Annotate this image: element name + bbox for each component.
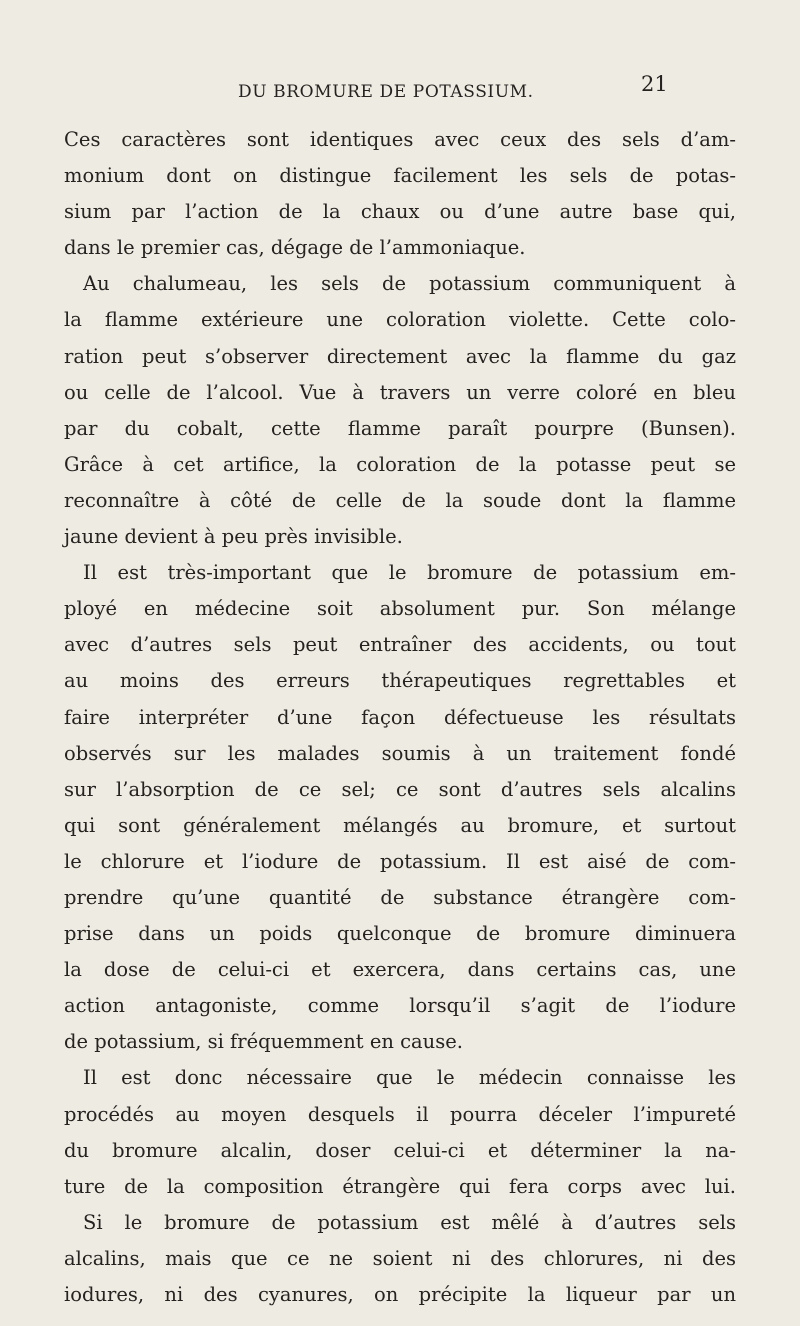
text-line: Au chalumeau, les sels de potassium communiquent à: [83, 272, 736, 296]
text-line: ture de la composition étrangère qui fera corps avec lui.: [64, 1174, 736, 1198]
text-line: alcalins, mais que ce ne soient ni des chlorures, ni des: [64, 1246, 736, 1270]
text-line: de potassium, si fréquemment en cause.: [64, 1030, 463, 1054]
running-head: DU BROMURE DE POTASSIUM.: [238, 82, 534, 102]
text-line: le chlorure et l’iodure de potassium. Il est aisé de com-: [64, 849, 736, 873]
text-line: par du cobalt, cette flamme paraît pourpre (Bunsen).: [64, 416, 736, 440]
text-line: avec d’autres sels peut entraîner des accidents, ou tout: [64, 633, 736, 657]
text-line: reconnaître à côté de celle de la soude dont la flamme: [64, 488, 736, 512]
text-line: iodures, ni des cyanures, on précipite la liqueur par un: [64, 1283, 736, 1306]
text-line: Ces caractères sont identiques avec ceux des sels d’am-: [64, 128, 736, 151]
text-line: monium dont on distingue facilement les sels de potas-: [64, 164, 736, 188]
text-line: ployé en médecine soit absolument pur. Son mélange: [64, 597, 736, 621]
text-line: Il est très-important que le bromure de potassium em-: [83, 561, 736, 585]
page-number: 21: [641, 72, 668, 96]
text-line: action antagoniste, comme lorsqu’il s’agit de l’iodure: [64, 994, 736, 1018]
text-line: la dose de celui-ci et exercera, dans certains cas, une: [64, 958, 736, 982]
text-line: faire interpréter d’une façon défectueuse les résultats: [64, 705, 736, 729]
text-line: la flamme extérieure une coloration violette. Cette colo-: [64, 308, 736, 332]
text-line: Grâce à cet artifice, la coloration de la potasse peut se: [64, 452, 736, 476]
text-line: sur l’absorption de ce sel; ce sont d’autres sels alcalins: [64, 777, 736, 801]
text-line: ou celle de l’alcool. Vue à travers un verre coloré en bleu: [64, 380, 736, 404]
text-line: sium par l’action de la chaux ou d’une autre base qui,: [64, 200, 736, 224]
text-line: observés sur les malades soumis à un traitement fondé: [64, 741, 736, 765]
text-line: prendre qu’une quantité de substance étrangère com-: [64, 885, 736, 909]
body-text: [64, 122, 736, 1313]
text-line: Il est donc nécessaire que le médecin connaisse les: [83, 1066, 736, 1090]
text-line: qui sont généralement mélangés au bromure, et surtout: [64, 813, 736, 837]
text-line: procédés au moyen desquels il pourra déceler l’impureté: [64, 1102, 736, 1126]
text-line: du bromure alcalin, doser celui-ci et déterminer la na-: [64, 1138, 736, 1162]
text-line: ration peut s’observer directement avec la flamme du gaz: [64, 344, 736, 368]
text-line: Si le bromure de potassium est mêlé à d’autres sels: [83, 1210, 736, 1234]
text-line: dans le premier cas, dégage de l’ammoniaque.: [64, 236, 526, 260]
text-line: prise dans un poids quelconque de bromure diminuera: [64, 922, 736, 946]
text-line: jaune devient à peu près invisible.: [64, 525, 403, 549]
text-line: au moins des erreurs thérapeutiques regrettables et: [64, 669, 736, 693]
